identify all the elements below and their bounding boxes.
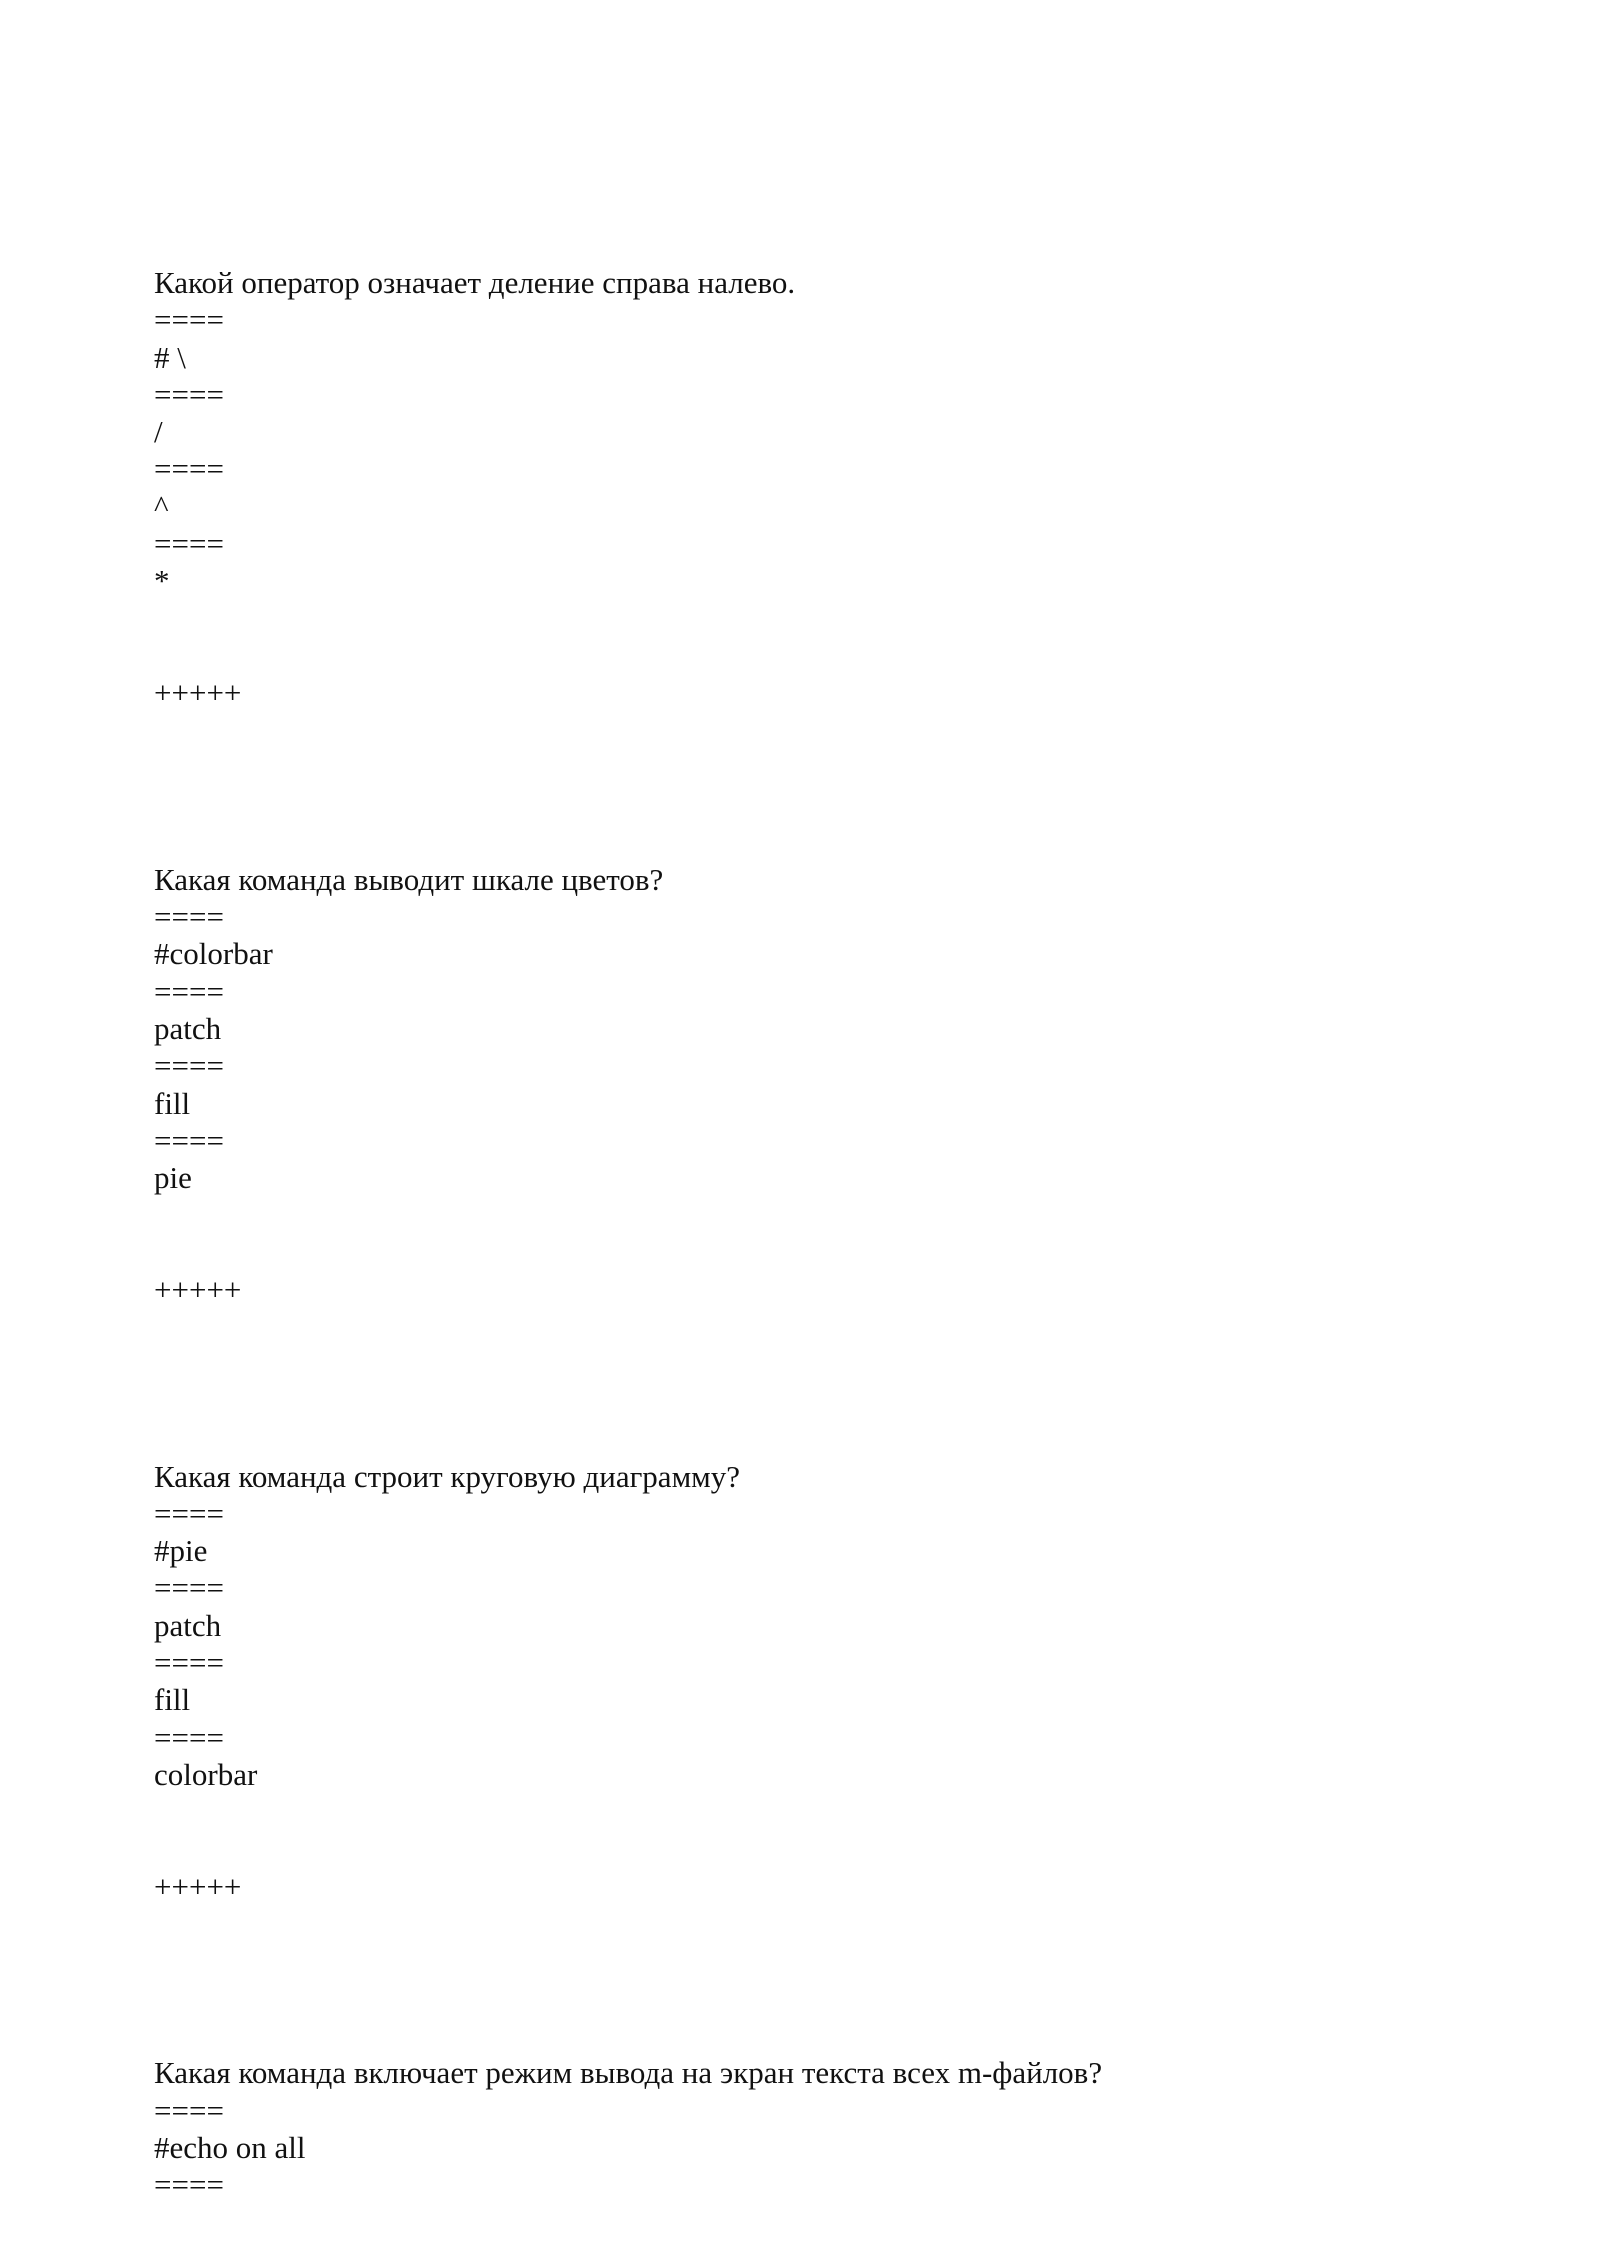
separator: ==== [154,1719,224,1755]
question-block [154,2054,1454,2203]
spacer [154,712,1454,861]
question-block [154,264,1454,861]
separator: ==== [154,1495,224,1531]
document-body [154,264,1454,2203]
answer-option: fill [154,1085,191,1121]
spacer [154,1308,1454,1457]
answer-option: fill [154,1682,191,1718]
question-terminator: +++++ [154,1272,242,1308]
question-block [154,1458,1454,2055]
question-block [154,861,1454,1458]
spacer [154,1196,1454,1271]
separator: ==== [154,302,224,338]
question-text: Какая команда строит круговую диаграмму? [154,1458,741,1494]
separator: ==== [154,2092,224,2128]
separator: ==== [154,1122,224,1158]
question-text: Какая команда включает режим вывода на экран текста всех m-файлов? [154,2055,1103,2091]
separator: ==== [154,1048,224,1084]
separator: ==== [154,526,224,562]
answer-option: pie [154,1160,192,1196]
answer-option: ^ [154,488,169,524]
answer-option: #echo on all [154,2129,306,2165]
answer-option: patch [154,1010,222,1046]
spacer [154,1793,1454,1868]
question-terminator: +++++ [154,1868,242,1904]
spacer [154,1905,1454,2054]
answer-option: colorbar [154,1756,258,1792]
answer-option: patch [154,1607,222,1643]
separator: ==== [154,899,224,935]
question-terminator: +++++ [154,675,242,711]
separator: ==== [154,2167,224,2203]
question-text: Какой оператор означает деление справа налево. [154,265,796,300]
answer-option: #colorbar [154,936,273,972]
spacer [154,600,1454,675]
answer-option: #pie [154,1533,208,1569]
separator: ==== [154,1644,224,1680]
separator: ==== [154,1570,224,1606]
separator: ==== [154,451,224,487]
answer-option: * [154,563,170,599]
answer-option: # \ [154,339,186,375]
separator: ==== [154,973,224,1009]
separator: ==== [154,376,224,412]
question-text: Какая команда выводит шкале цветов? [154,861,664,897]
answer-option: / [154,414,163,450]
